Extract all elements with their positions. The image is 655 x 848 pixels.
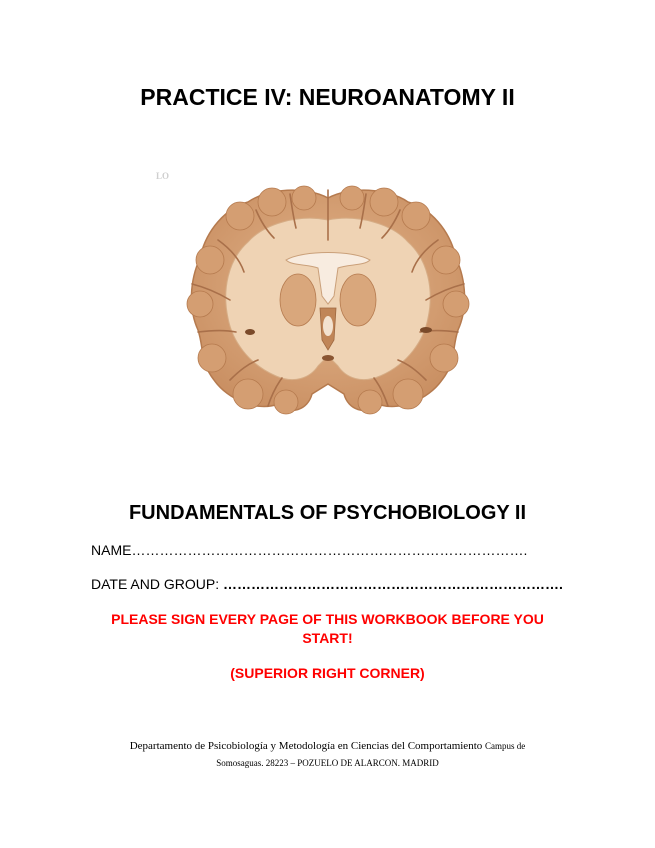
sign-pages-instruction: PLEASE SIGN EVERY PAGE OF THIS WORKBOOK BEFORE YOU START! — [111, 611, 544, 646]
department-footer — [80, 738, 575, 772]
date-group-field — [91, 576, 563, 592]
sign-location-note: (SUPERIOR RIGHT CORNER) — [230, 665, 425, 681]
footer-city: – POZUELO DE ALARCON. MADRID — [288, 758, 439, 768]
brain-section-image — [178, 180, 478, 420]
date-group-dots: ………………………………………………………………. — [222, 576, 563, 592]
footer-campus: Campus de — [485, 741, 526, 751]
name-field: NAME…………………………………………………………………………. — [91, 542, 528, 558]
course-title: FUNDAMENTALS OF PSYCHOBIOLOGY II — [128, 502, 527, 524]
footer-department: Departamento de Psicobiología y Metodología en Ciencias del Comportamiento — [129, 740, 483, 752]
watermark-text: LO — [156, 171, 170, 181]
footer-postal: Somosaguas. 28223 — [216, 758, 289, 768]
page-title: PRACTICE IV: NEUROANATOMY II — [140, 84, 515, 110]
date-group-label: DATE AND GROUP: — [91, 576, 223, 592]
